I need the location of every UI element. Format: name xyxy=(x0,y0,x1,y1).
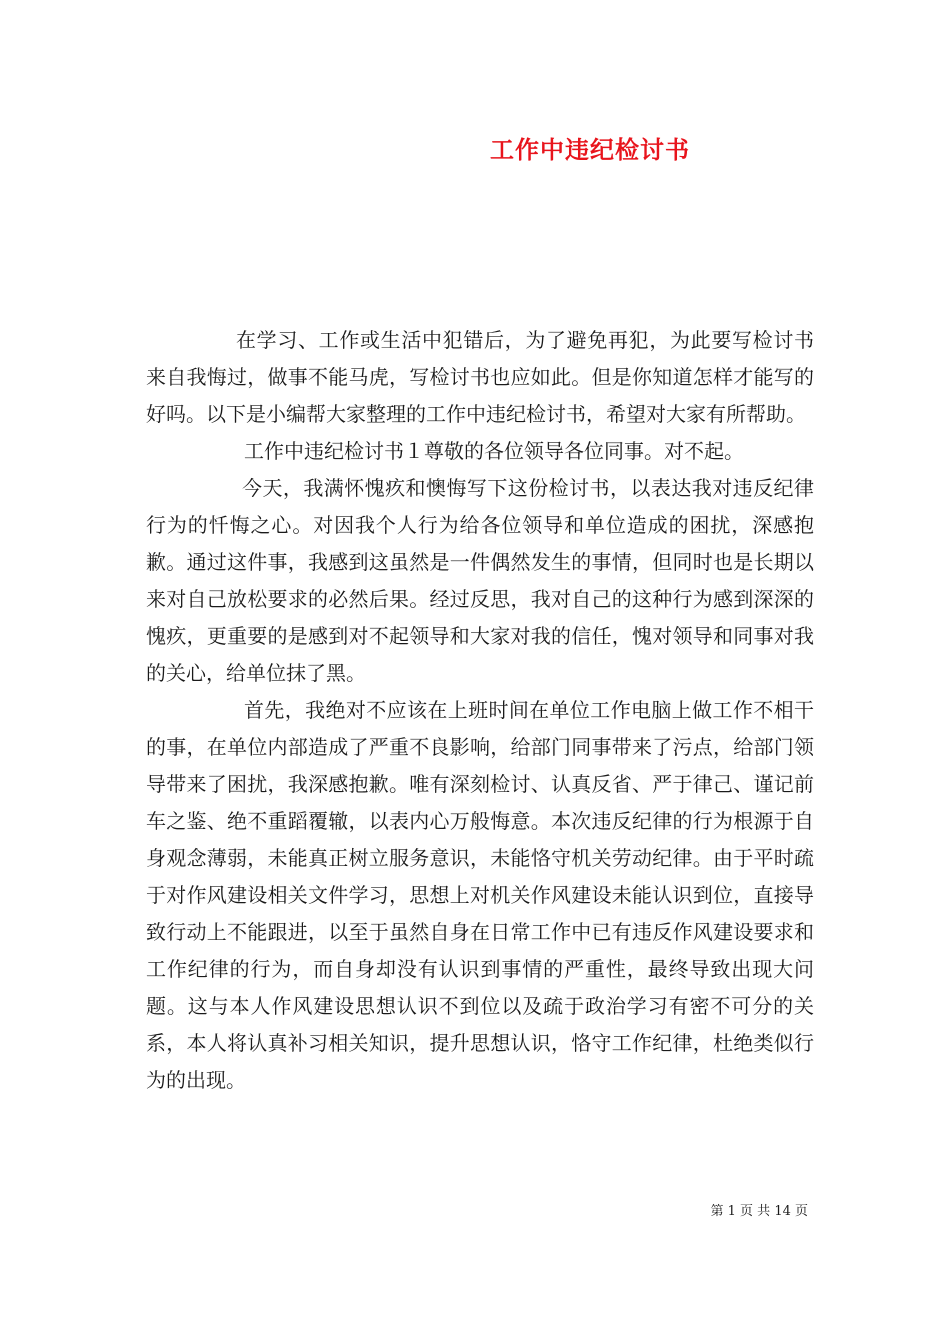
document-body xyxy=(146,322,814,1099)
paragraph-reflection: 首先，我绝对不应该在上班时间在单位工作电脑上做工作不相干的事，在单位内部造成了严重不良影响，给部门同事带来了污点，给部门领导带来了困扰，我深感抱歉。唯有深刻检讨、认真反省、严于律己、谨记前车之鉴、绝不重蹈覆辙，以表内心万般悔意。本次违反纪律的行为根源于自身观念薄弱，未能真正树立服务意识，未能恪守机关劳动纪律。由于平时疏于对作风建设相关文件学习，思想上对机关作风建设未能认识到位，直接导致行动上不能跟进，以至于虽然自身在日常工作中已有违反作风建设要求和工作纪律的行为，而自身却没有认识到事情的严重性，最终导致出现大问题。这与本人作风建设思想认识不到位以及疏于政治学习有密不可分的关系，本人将认真补习相关知识，提升思想认识，恪守工作纪律，杜绝类似行为的出现。 xyxy=(146,698,814,1092)
page-number-footer: 第 1 页 共 14 页 xyxy=(710,1204,808,1219)
document-title: 工作中违纪检讨书 xyxy=(490,135,690,164)
paragraph-apology: 今天，我满怀愧疚和懊悔写下这份检讨书，以表达我对违反纪律行为的忏悔之心。对因我个人行为给各位领导和单位造成的困扰，深感抱歉。通过这件事，我感到这虽然是一件偶然发生的事情，但同时也是长期以来对自己放松要求的必然后果。经过反思，我对自己的这种行为感到深深的愧疚，更重要的是感到对不起领导和大家对我的信任，愧对领导和同事对我的关心，给单位抹了黑。 xyxy=(146,476,814,685)
paragraph-intro: 在学习、工作或生活中犯错后，为了避免再犯，为此要写检讨书来自我悔过，做事不能马虎，写检讨书也应如此。但是你知道怎样才能写的好吗。以下是小编帮大家整理的工作中违纪检讨书，希望对大家有所帮助。 xyxy=(146,328,814,426)
paragraph-heading-line: 工作中违纪检讨书１尊敬的各位领导各位同事。对不起。 xyxy=(244,439,744,463)
